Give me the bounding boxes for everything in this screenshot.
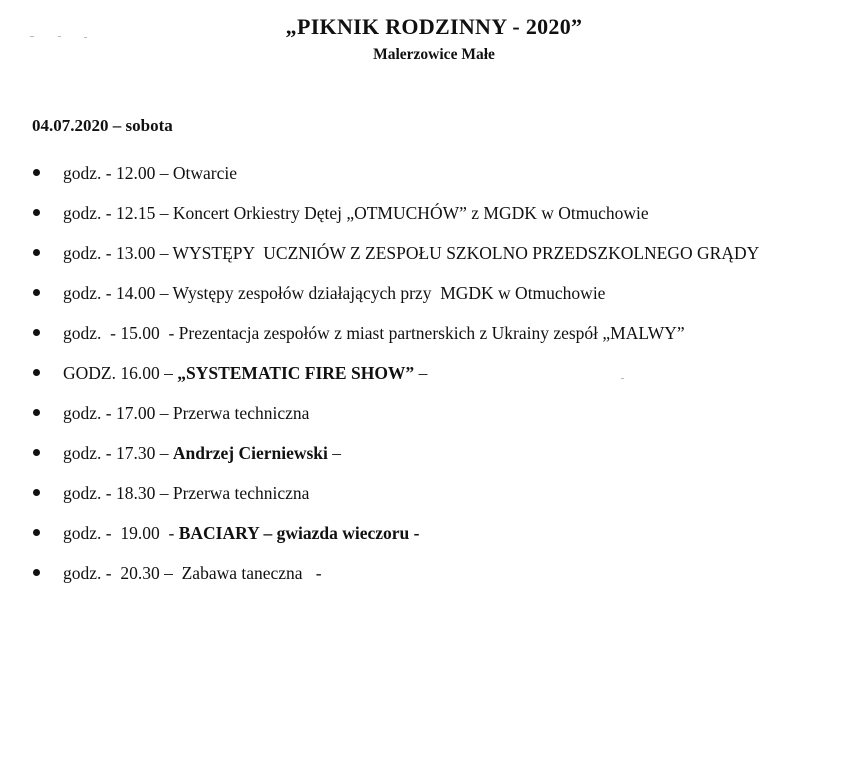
event-title: „PIKNIK RODZINNY - 2020” (285, 14, 583, 39)
schedule-item (30, 200, 860, 240)
schedule-item (30, 360, 860, 400)
schedule-item-text (63, 200, 649, 226)
schedule-tail: – (414, 363, 428, 383)
bullet-icon (33, 529, 40, 536)
schedule-item (30, 400, 860, 440)
schedule-item-text (63, 240, 759, 266)
schedule-tail: – (327, 443, 342, 463)
bullet-icon (33, 409, 40, 416)
schedule-item-text (63, 440, 341, 466)
schedule-desc: - Prezentacja zespołów z miast partnerskich z Ukrainy zespół „MALWY” (168, 323, 685, 343)
schedule-desc: Występy zespołów działających przy MGDK w Otmuchowie (172, 283, 606, 303)
schedule-desc: Przerwa techniczna (172, 403, 310, 423)
schedule-time: godz. - 15.00 (63, 323, 169, 343)
bullet-icon (33, 169, 40, 176)
schedule-desc: Koncert Orkiestry Dętej „OTMUCHÓW” z MGDK w Otmuchowie (172, 203, 649, 223)
schedule-desc: Przerwa techniczna (172, 483, 310, 503)
bullet-icon (33, 329, 40, 336)
bullet-icon (33, 489, 40, 496)
bullet-icon (33, 249, 40, 256)
schedule-desc: BACIARY – gwiazda wieczoru - (178, 523, 420, 543)
schedule-time: godz. - 12.00 – (63, 163, 173, 183)
schedule-item-text (63, 160, 237, 186)
schedule-desc: WYSTĘPY UCZNIÓW Z ZESPOŁU SZKOLNO PRZEDSZKOLNEGO GRĄDY (172, 243, 760, 263)
schedule-desc: Otwarcie (172, 163, 237, 183)
schedule-item (30, 560, 860, 600)
schedule-time: godz. - 18.30 – (63, 483, 173, 503)
schedule-item-text (63, 480, 309, 506)
bullet-icon (33, 289, 40, 296)
schedule-item (30, 240, 860, 280)
schedule-time: godz. - 12.15 – (63, 203, 173, 223)
bullet-icon (33, 369, 40, 376)
schedule-desc: Zabawa taneczna - (181, 563, 322, 583)
schedule-desc: Andrzej Cierniewski (172, 443, 328, 463)
schedule-item-text (63, 280, 605, 306)
schedule-item-text (63, 560, 322, 586)
schedule-time: godz. - 17.00 – (63, 403, 173, 423)
schedule-item-text (63, 520, 419, 546)
schedule-time: godz. - 19.00 - (63, 523, 179, 543)
event-date: 04.07.2020 – sobota (32, 116, 173, 135)
schedule-item (30, 440, 860, 480)
schedule-item-text (63, 400, 309, 426)
schedule-time: godz. - 17.30 – (63, 443, 173, 463)
bullet-icon (33, 569, 40, 576)
schedule-item (30, 160, 860, 200)
schedule-list (30, 160, 860, 600)
schedule-item-text (63, 360, 427, 386)
bullet-icon (33, 209, 40, 216)
schedule-item (30, 280, 860, 320)
schedule-time: godz. - 14.00 – (63, 283, 173, 303)
schedule-item-text (63, 320, 685, 346)
schedule-item (30, 480, 860, 520)
schedule-time: godz. - 13.00 – (63, 243, 173, 263)
schedule-item (30, 520, 860, 560)
schedule-time: GODZ. 16.00 – (63, 363, 178, 383)
schedule-desc: „SYSTEMATIC FIRE SHOW” (177, 363, 415, 383)
event-location: Malerzowice Małe (373, 46, 495, 63)
schedule-item (30, 320, 860, 360)
schedule-time: godz. - 20.30 – (63, 563, 182, 583)
bullet-icon (33, 449, 40, 456)
